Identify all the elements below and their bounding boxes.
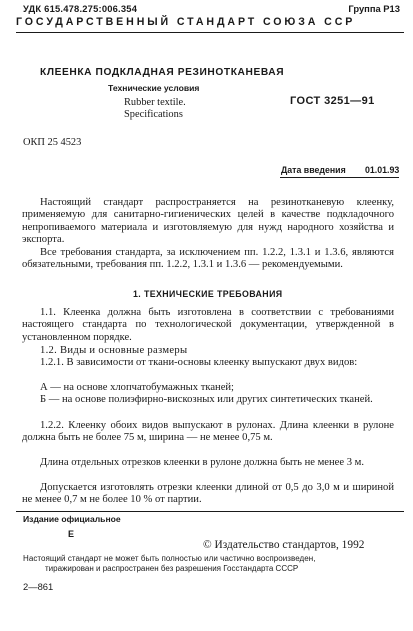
kind-a: А — на основе хлопчатобумажных тканей; bbox=[40, 382, 235, 393]
standard-subtitle: Технические условия bbox=[108, 83, 200, 93]
date-rule bbox=[280, 177, 399, 178]
edition-letter: Е bbox=[68, 529, 75, 539]
reproduction-notice-line-1: Настоящий стандарт не может быть полностью или частично воспроизведен, bbox=[23, 554, 316, 563]
okp-code: ОКП 25 4523 bbox=[23, 137, 82, 148]
clause-1-2: 1.2. Виды и основные размеры bbox=[40, 345, 188, 356]
effective-date-value: 01.01.93 bbox=[365, 165, 400, 175]
copyright-notice: © Издательство стандартов, 1992 bbox=[203, 539, 365, 551]
english-title-line-1: Rubber textile. bbox=[124, 97, 186, 108]
clause-1-1: 1.1. Клеенка должна быть изготовлена в соответствии с требованиями настоящего стандарта по технологической документации, утвержденной в установленном порядке. bbox=[22, 307, 394, 343]
state-standard-title: ГОСУДАРСТВЕННЫЙ СТАНДАРТ СОЮЗА ССР bbox=[16, 16, 356, 28]
footer-rule bbox=[16, 511, 404, 512]
standard-title: КЛЕЕНКА ПОДКЛАДНАЯ РЕЗИНОТКАНЕВАЯ bbox=[40, 67, 285, 78]
clause-1-2-2: 1.2.2. Клеенку обоих видов выпускают в рулонах. Длина клеенки в рулоне должна быть не более 75 м, ширина — не менее 0,75 м. bbox=[22, 420, 394, 444]
official-edition: Издание официальное bbox=[23, 514, 121, 524]
effective-date-label: Дата введения bbox=[281, 165, 346, 175]
clause-1-2-1: 1.2.1. В зависимости от ткани-основы клеенку выпускают двух видов: bbox=[40, 357, 358, 368]
segment-length-paragraph: Длина отдельных отрезков клеенки в рулоне должна быть не менее 3 м. bbox=[40, 457, 365, 468]
intro-paragraph-1: Настоящий стандарт распространяется на резинотканевую клеенку, применяемую для санитарно-гигиенических целей в качестве подкладочного непропиваемого материала и изготовляемую для нужд народного хозяйства и экспорта. bbox=[22, 197, 394, 246]
english-title-line-2: Specifications bbox=[124, 109, 183, 120]
reproduction-notice-line-2: тиражирован и распространен без разрешения Госстандарта СССР bbox=[45, 564, 299, 573]
intro-paragraph-2: Все требования стандарта, за исключением пп. 1.2.2, 1.3.1 и 1.3.6, являются обязательными, требования пп. 1.2.2, 1.3.1 и 1.3.6 — рекомендуемыми. bbox=[22, 247, 394, 271]
header-rule bbox=[16, 32, 404, 33]
print-code: 2—861 bbox=[23, 581, 54, 592]
group-code: Группа Р13 bbox=[348, 3, 400, 14]
allowance-paragraph: Допускается изготовлять отрезки клеенки длиной от 0,5 до 3,0 м и шириной не менее 0,7 м не более 10 % от партии. bbox=[22, 482, 394, 506]
udc-code: УДК 615.478.275:006.354 bbox=[23, 3, 138, 14]
gost-code: ГОСТ 3251—91 bbox=[290, 95, 375, 107]
kind-b: Б — на основе полиэфирно-вискозных или других синтетических тканей. bbox=[40, 394, 373, 405]
section-heading: 1. ТЕХНИЧЕСКИЕ ТРЕБОВАНИЯ bbox=[133, 289, 283, 299]
